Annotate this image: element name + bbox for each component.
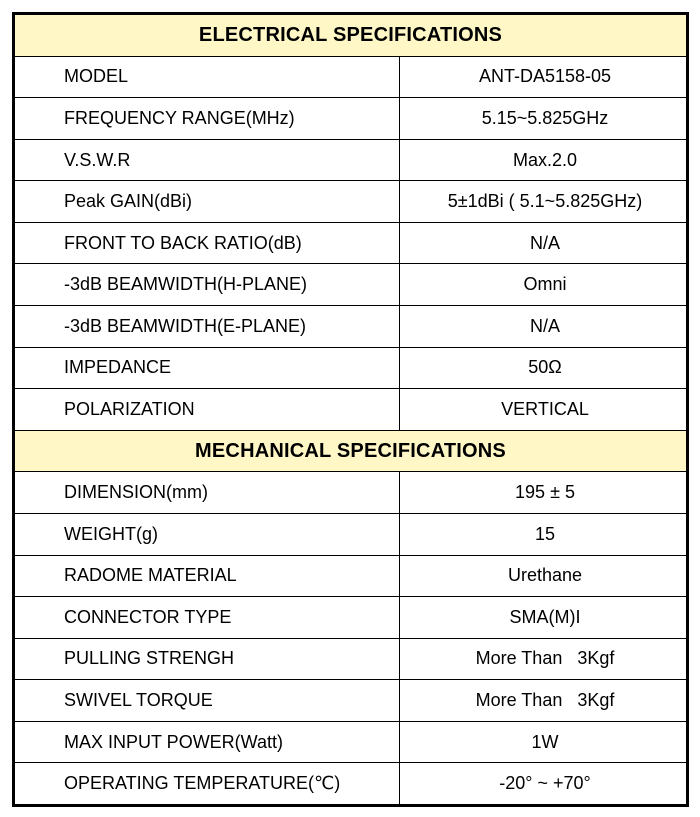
spec-label: Peak GAIN(dBi): [15, 181, 400, 222]
table-row: [15, 306, 686, 348]
spec-label: RADOME MATERIAL: [15, 556, 400, 597]
spec-value: 15: [534, 523, 556, 544]
table-row: [15, 348, 686, 390]
table-row: [15, 264, 686, 306]
spec-value: N/A: [529, 232, 560, 253]
spec-label: FREQUENCY RANGE(MHz): [15, 98, 400, 139]
spec-label: OPERATING TEMPERATURE(℃): [15, 763, 400, 804]
spec-label: -3dB BEAMWIDTH(H-PLANE): [15, 264, 400, 305]
electrical-specifications-header: ELECTRICAL SPECIFICATIONS: [15, 15, 686, 57]
spec-value: 195 ± 5: [515, 482, 575, 503]
spec-value: ANT-DA5158-05: [478, 66, 612, 87]
spec-value: 50Ω: [528, 357, 562, 378]
spec-label: PULLING STRENGH: [15, 639, 400, 680]
table-row: [15, 722, 686, 764]
table-row: [15, 389, 686, 431]
table-row: [15, 763, 686, 804]
spec-label: V.S.W.R: [15, 140, 400, 181]
spec-value: 5±1dBi ( 5.1~5.825GHz): [447, 191, 643, 212]
table-row: [15, 514, 686, 556]
table-row: [15, 57, 686, 99]
spec-value: SMA(M)I: [509, 606, 581, 627]
table-row: [15, 597, 686, 639]
spec-label: IMPEDANCE: [15, 348, 400, 389]
spec-label: DIMENSION(mm): [15, 472, 400, 513]
spec-value: 5.15~5.825GHz: [481, 107, 609, 128]
spec-value: VERTICAL: [501, 398, 589, 419]
spec-value: More Than 3Kgf: [475, 648, 615, 669]
spec-value: 1W: [531, 731, 559, 752]
table-row: [15, 680, 686, 722]
mechanical-specifications-header: MECHANICAL SPECIFICATIONS: [15, 431, 686, 473]
table-row: [15, 98, 686, 140]
spec-value: N/A: [529, 315, 560, 336]
table-row: [15, 140, 686, 182]
spec-label: -3dB BEAMWIDTH(E-PLANE): [15, 306, 400, 347]
spec-value: Max.2.0: [512, 149, 578, 170]
spec-label: CONNECTOR TYPE: [15, 597, 400, 638]
spec-value: -20° ~ +70°: [499, 773, 591, 794]
table-row: [15, 639, 686, 681]
spec-label: MODEL: [15, 57, 400, 98]
spec-label: WEIGHT(g): [15, 514, 400, 555]
spec-value: Omni: [523, 274, 567, 295]
table-row: [15, 556, 686, 598]
spec-label: SWIVEL TORQUE: [15, 680, 400, 721]
spec-label: FRONT TO BACK RATIO(dB): [15, 223, 400, 264]
table-row: [15, 472, 686, 514]
specifications-table: [12, 12, 689, 807]
table-row: [15, 223, 686, 265]
spec-value: Urethane: [507, 565, 583, 586]
spec-label: POLARIZATION: [15, 389, 400, 430]
table-row: [15, 181, 686, 223]
spec-value: More Than 3Kgf: [475, 690, 615, 711]
spec-label: MAX INPUT POWER(Watt): [15, 722, 400, 763]
